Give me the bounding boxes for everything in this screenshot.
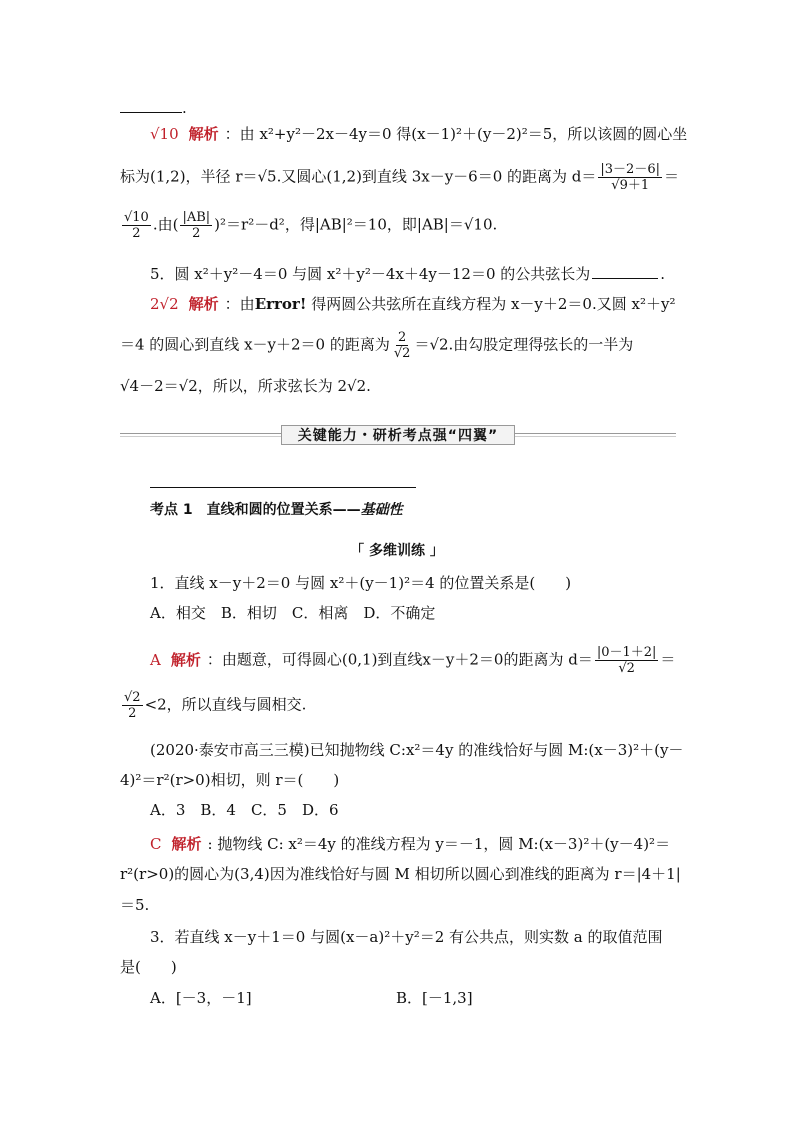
divider (150, 487, 416, 488)
q4-solution-line-2: 标为(1,2)，半径 r＝√5.又圆心(1,2)到直线 3x－y－6＝0 的距离为 d＝ $\frac{|3-2-6|}{√9+1}$ ＝ (120, 162, 679, 193)
fraction: $\frac{2}{√2}$ (393, 330, 411, 361)
p2-question-line-1: (2020·泰安市高三三模)已知抛物线 C:x²＝4y 的准线恰好与圆 M:(x－3)²＋(y－ (150, 741, 684, 759)
kaodian-tag: 基础性 (360, 502, 403, 518)
q5-question: 5．圆 x²＋y²－4＝0 与圆 x²＋y²－4x＋4y－12＝0 的公共弦长为 . (150, 265, 666, 283)
p2-solution-line-1: C 解析 : 抛物线 C: x²＝4y 的准线方程为 y＝－1，圆 M:(x－3)²＋(y－4)²＝ (150, 835, 671, 853)
q4-answer: √10 (150, 125, 179, 143)
kaodian-title: 考点 1 直线和圆的位置关系——基础性 (150, 502, 403, 518)
p2-solution-line-2: r²(r>0)的圆心为(3,4)因为准线恰好与圆 M 相切所以圆心到准线的距离为 r＝|4＋1| (120, 865, 681, 883)
p1-solution-line-1: A 解析 ：由题意，可得圆心(0,1)到直线x－y＋2＝0的距离为 d＝ $\frac{|0-1+2|}{√2}$ ＝ (150, 645, 676, 676)
q5-analysis-label: 解析 (188, 295, 219, 313)
p3-question-line-1: 3．若直线 x－y＋1＝0 与圆(x－a)²＋y²＝2 有公共点，则实数 a 的取值范围 (150, 928, 663, 946)
fraction: $\frac{|AB|}{2}$ (182, 210, 211, 241)
p3-option-a: A．[－3，－1] (150, 989, 252, 1007)
q5-solution-line-1: 2√2 解析 ：由Error! 得两圆公共弦所在直线方程为 x－y＋2＝0.又圆 x²＋y² (150, 295, 676, 313)
p3-question-line-2: 是( ) (120, 958, 177, 976)
p1-answer: A (150, 650, 161, 669)
q4-solution-line-1: √10 解析 ：由 x²+y²－2x－4y＝0 得(x－1)²＋(y－2)²＝5，所以该圆的圆心坐 (150, 125, 688, 143)
q4-analysis-label: 解析 (188, 125, 219, 143)
q5-solution-line-2: ＝4 的圆心到直线 x－y＋2＝0 的距离为 $\frac{2}{√2}$ ＝√2.由勾股定理得弦长的一半为 (120, 330, 634, 361)
practice-title: 「 多维训练 」 (350, 543, 444, 559)
q4-blank-line: . (120, 98, 187, 118)
p1-options: A．相交 B．相切 C．相离 D．不确定 (150, 604, 436, 622)
p2-answer: C (150, 835, 162, 853)
p2-options: A．3 B．4 C．5 D．6 (150, 801, 339, 819)
answer-blank (592, 264, 658, 279)
p1-question: 1．直线 x－y＋2＝0 与圆 x²＋(y－1)²＝4 的位置关系是( ) (150, 574, 572, 592)
q5-answer: 2√2 (150, 295, 179, 313)
fraction: $\frac{√2}{2}$ (124, 690, 141, 721)
section-banner (120, 423, 676, 447)
q5-solution-line-3: √4－2＝√2，所以，所求弦长为 2√2. (120, 377, 371, 395)
p2-analysis-label: 解析 (171, 835, 202, 853)
p2-question-line-2: 4)²＝r²(r>0)相切，则 r＝( ) (120, 771, 340, 789)
p3-option-b: B．[－1,3] (396, 989, 473, 1007)
fraction: $\frac{√10}{2}$ (124, 210, 149, 241)
section-banner-title: 关键能力・研析考点强“四翼” (281, 425, 515, 445)
p1-analysis-label: 解析 (170, 650, 201, 669)
q4-solution-line-3: $\frac{√10}{2}$ .由( $\frac{|AB|}{2}$ )²＝r²－d²，得|AB|²＝10，即|AB|＝√10. (124, 210, 498, 241)
answer-blank (120, 111, 182, 113)
distance-fraction: $\frac{|3-2-6|}{√9+1}$ (600, 162, 660, 193)
p2-solution-line-3: ＝5. (120, 896, 150, 914)
fraction: $\frac{|0-1+2|}{√2}$ (596, 645, 657, 676)
p1-solution-line-2: $\frac{√2}{2}$ <2，所以直线与圆相交. (124, 690, 307, 721)
